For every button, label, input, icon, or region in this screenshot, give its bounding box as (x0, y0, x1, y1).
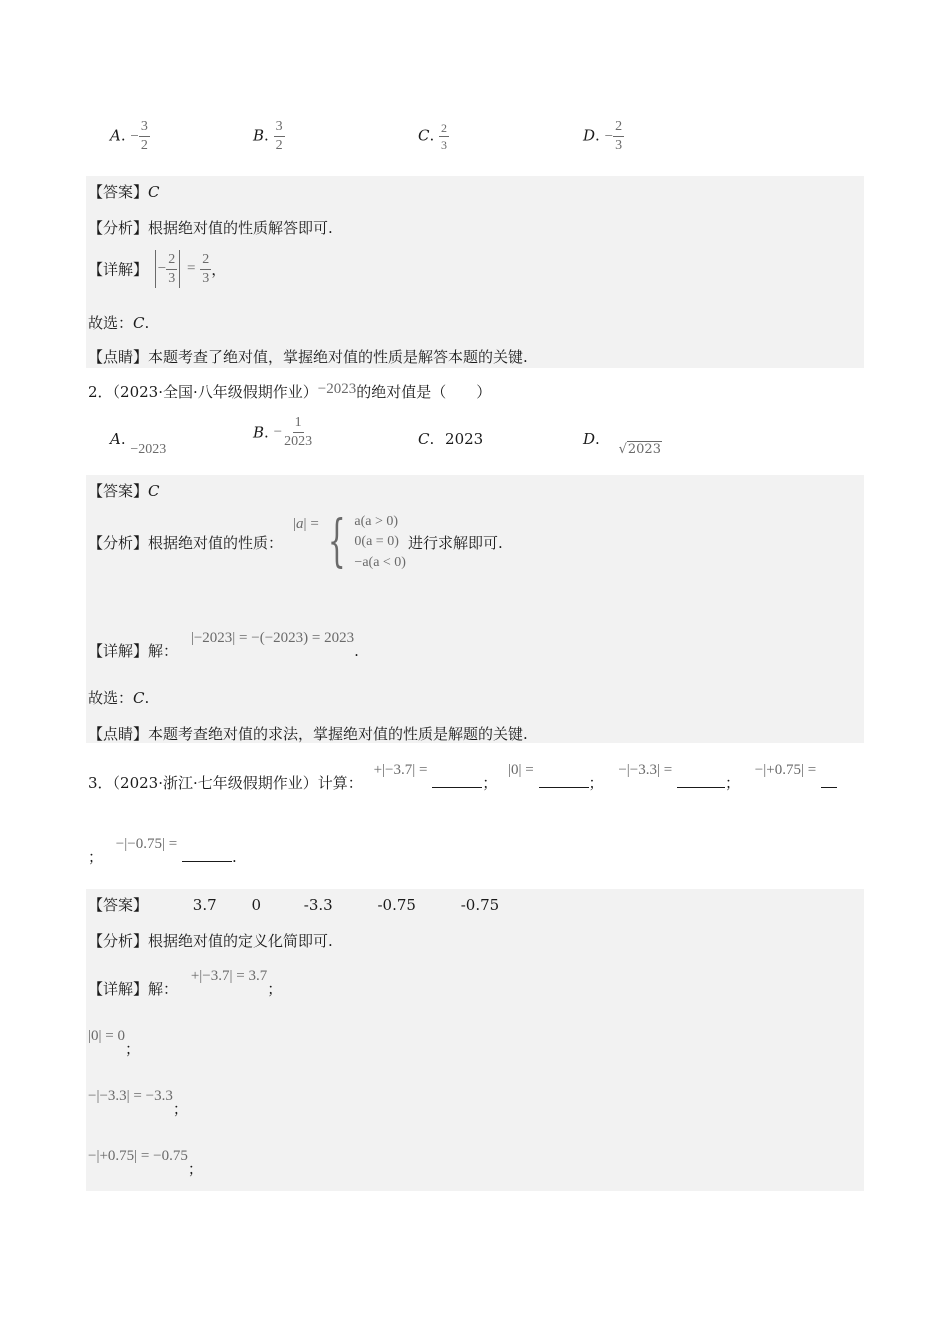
q3-step-4 (88, 1144, 203, 1178)
q2-comment (88, 723, 528, 744)
q1-comment (88, 346, 528, 367)
detail-tag: 【详解】 (88, 642, 149, 660)
case-positive: a(a > 0) (354, 514, 399, 529)
semicolon: ； (88, 848, 104, 866)
q3-analysis (88, 930, 333, 951)
sqrt-expr: √2023 (618, 442, 661, 457)
semicolon: ； (267, 980, 283, 998)
analysis-text: 根据绝对值的性质解答即可. (148, 219, 333, 237)
case-zero: 0(a = 0) (354, 534, 399, 550)
choose-label: 故选： (88, 689, 134, 707)
q3-step-3 (88, 1084, 188, 1118)
answer-value-1: 3.7 (192, 896, 217, 914)
equals-sign: = (187, 260, 196, 277)
answer-blank-5[interactable] (182, 847, 232, 862)
option-sep: . (120, 126, 126, 145)
answer-blank-1[interactable] (432, 773, 482, 788)
answer-value: C (148, 183, 160, 201)
option-value: 2023 (445, 430, 484, 448)
numerator: 2 (441, 121, 448, 135)
option-sep: . (595, 126, 600, 145)
option-sign: − (273, 424, 283, 440)
fraction (274, 120, 285, 153)
abs-bar-left (155, 250, 156, 288)
semicolon: ； (172, 1100, 188, 1118)
q2-detail (88, 626, 359, 660)
fraction (166, 253, 177, 286)
comment-tag: 【点睛】 (88, 725, 149, 743)
q2-option-d: D. √2023 (583, 430, 661, 457)
blank-expr-2: |0| = (508, 762, 534, 778)
fraction-result (200, 253, 211, 286)
answer-blank-2[interactable] (539, 773, 589, 788)
cases-list (354, 512, 406, 573)
denominator: 3 (168, 270, 176, 286)
q1-choose (88, 312, 149, 333)
detail-step-3: −|−3.3| = −3.3 (88, 1088, 173, 1104)
choose-value: C (133, 689, 145, 707)
analysis-text: 根据绝对值的定义化简即可. (148, 932, 333, 950)
numerator: 3 (274, 120, 285, 137)
option-value: −2023 (130, 442, 167, 457)
equals-sign: = (310, 516, 319, 532)
answer-value: C (148, 482, 160, 500)
choose-end: . (144, 689, 150, 707)
option-letter: B (253, 423, 265, 442)
q2-option-a: A. −2023 (110, 430, 167, 457)
q1-detail (88, 250, 226, 288)
fraction (282, 416, 314, 449)
answer-value-3: -3.3 (303, 896, 333, 914)
choose-value: C (133, 314, 145, 332)
question-number: 2． (88, 383, 113, 401)
tail-punct: ， (211, 260, 227, 279)
denominator: 2023 (284, 434, 313, 449)
detail-tag: 【详解】 (88, 260, 149, 279)
q2-stem (88, 381, 491, 402)
answer-blank-3[interactable] (677, 773, 725, 788)
q1-option-a (110, 120, 150, 153)
q2-choose (88, 687, 149, 708)
numerator: 3 (139, 120, 150, 137)
q3-stem (88, 758, 837, 792)
detail-expr: |−2023| = −(−2023) = 2023 (190, 630, 355, 646)
semicolon: ； (588, 774, 604, 792)
numerator: 2 (613, 120, 624, 137)
q2-option-c: C. 2023 (418, 430, 484, 448)
option-sign: − (130, 128, 139, 145)
q3-stem-line2 (88, 832, 237, 866)
abs-lhs: |a| = (293, 516, 319, 532)
q1-analysis (88, 217, 333, 238)
q3-detail (88, 964, 283, 998)
q3-answer (88, 894, 499, 915)
detail-end: . (354, 642, 359, 660)
numerator: 2 (200, 253, 211, 270)
radicand: 2023 (627, 442, 661, 457)
analysis-tag: 【分析】 (88, 219, 149, 237)
detail-pre: 解： (148, 980, 179, 998)
numerator: 2 (166, 253, 177, 270)
answer-value-2: 0 (251, 896, 261, 914)
analysis-tag: 【分析】 (88, 533, 149, 552)
question-text: 的绝对值是（ ） (356, 383, 492, 401)
answer-tag: 【答案】 (88, 482, 149, 500)
choose-end: . (144, 314, 150, 332)
answer-value-5: -0.75 (460, 896, 500, 914)
detail-step-2: |0| = 0 (88, 1028, 125, 1044)
q1-answer (88, 181, 160, 202)
denominator: 3 (441, 138, 448, 152)
blank-expr-4: −|+0.75| = (754, 762, 817, 778)
comment-text: 本题考查绝对值的求法，掌握绝对值的性质是解题的关键. (148, 725, 528, 743)
q2-analysis (88, 509, 503, 575)
option-sign: − (604, 128, 614, 145)
option-letter: A (110, 430, 121, 448)
q1-option-d (583, 120, 624, 153)
denominator: 2 (140, 138, 148, 153)
numerator: 1 (293, 416, 304, 433)
question-lead: 计算： (317, 774, 363, 792)
answer-blank-4[interactable] (821, 773, 837, 788)
fraction (439, 122, 449, 151)
cases-brace: { (327, 509, 346, 575)
option-letter: C (418, 430, 430, 448)
abs-variable: a (296, 516, 304, 532)
detail-pre: 解： (148, 642, 179, 660)
detail-tag: 【详解】 (88, 980, 149, 998)
option-letter: C (418, 126, 430, 145)
denominator: 3 (202, 270, 210, 286)
q2-answer (88, 480, 160, 501)
comment-text: 本题考查了绝对值，掌握绝对值的性质是解答本题的关键. (148, 348, 528, 366)
answer-tag: 【答案】 (88, 896, 149, 914)
blank-expr-3: −|−3.3| = (618, 762, 673, 778)
stem-end: . (231, 848, 237, 866)
semicolon: ； (725, 774, 741, 792)
option-letter: A (110, 126, 121, 145)
fraction (613, 120, 624, 153)
abs-bar-right (179, 250, 180, 288)
semicolon: ； (482, 774, 498, 792)
question-expr: −2023 (317, 381, 357, 397)
q3-step-2 (88, 1024, 140, 1058)
choose-label: 故选： (88, 314, 134, 332)
answer-value-4: -0.75 (377, 896, 416, 914)
denominator: 2 (275, 138, 283, 153)
semicolon: ； (124, 1040, 140, 1058)
denominator: 3 (615, 138, 623, 153)
detail-step-4: −|+0.75| = −0.75 (88, 1148, 188, 1164)
question-source: （2023·全国·八年级假期作业） (112, 383, 318, 401)
question-number: 3． (88, 774, 113, 792)
option-letter: B (253, 126, 265, 145)
q1-option-b (253, 120, 285, 153)
blank-expr-5: −|−0.75| = (115, 836, 178, 852)
answer-tag: 【答案】 (88, 183, 149, 201)
option-sep: . (429, 126, 435, 145)
q1-option-c (418, 122, 449, 151)
question-source: （2023·浙江·七年级假期作业） (112, 774, 318, 792)
option-sep: . (264, 126, 269, 145)
semicolon: ； (187, 1160, 203, 1178)
option-letter: D (583, 430, 596, 448)
minus-sign: − (157, 260, 167, 277)
comment-tag: 【点睛】 (88, 348, 149, 366)
analysis-tag: 【分析】 (88, 932, 149, 950)
fraction (139, 120, 150, 153)
detail-step-1: +|−3.7| = 3.7 (190, 968, 268, 984)
case-negative: −a(a < 0) (354, 554, 406, 570)
analysis-text-post: 进行求解即可. (407, 533, 503, 552)
blank-expr-1: +|−3.7| = (373, 762, 428, 778)
analysis-text: 根据绝对值的性质： (148, 533, 284, 552)
q2-option-b: B. − $\frac{1}{2023}$ (253, 415, 313, 449)
option-letter: D (583, 126, 596, 145)
